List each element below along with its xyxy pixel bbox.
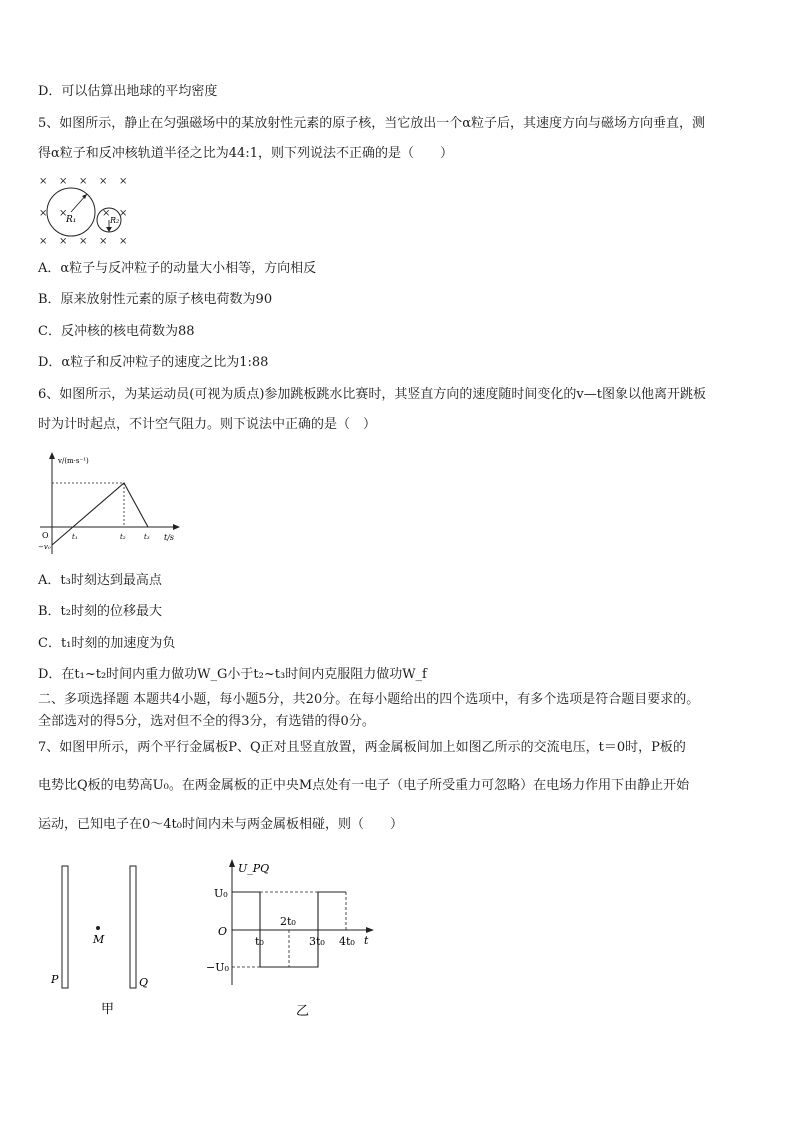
- three-t0-label: 3t₀: [309, 935, 325, 948]
- q5-option-b: B．原来放射性元素的原子核电荷数为90: [38, 292, 273, 307]
- q6-option-b: B．t₂时刻的位移最大: [38, 604, 162, 619]
- two-t0-label: 2t₀: [280, 915, 296, 928]
- v0-label: −v₀: [38, 543, 51, 551]
- p-label: P: [51, 973, 59, 986]
- velocity-line: [52, 483, 148, 545]
- q6-option-d: D．在t₁~t₂时间内重力做功W_G小于t₂~t₃时间内克服阻力做功W_f: [38, 667, 427, 682]
- q7-stem-line1: 7、如图甲所示，两个平行金属板P、Q正对且竖直放置，两金属板间加上如图乙所示的交流电压，t＝0时，P板的: [38, 740, 686, 755]
- q5-option-d: D．α粒子和反冲粒子的速度之比为1:88: [38, 355, 269, 370]
- x-axis-label: t/s: [164, 533, 175, 542]
- field-cross: ×: [99, 176, 108, 187]
- q6-option-a: A．t₃时刻达到最高点: [38, 573, 162, 588]
- q7-stem-line2: 电势比Q板的电势高U₀。在两金属板的正中央M点处有一电子（电子所受重力可忽略）在电场力作用下由静止开始: [38, 778, 690, 793]
- r1-label: R₁: [66, 215, 77, 225]
- caption-jia: 甲: [101, 1002, 115, 1017]
- field-cross: ×: [59, 176, 68, 187]
- section2-line1: 二、多项选择题 本题共4小题，每小题5分，共20分。在每小题给出的四个选项中，有多个选项是符合题目要求的。: [38, 692, 700, 707]
- field-cross: ×: [39, 236, 48, 247]
- plate-p: [62, 866, 68, 988]
- q5-option-a: A．α粒子与反冲粒子的动量大小相等，方向相反: [38, 261, 317, 276]
- q7-figure-yi: [200, 855, 385, 1025]
- field-cross: ×: [102, 208, 111, 219]
- field-cross: ×: [99, 236, 108, 247]
- origin-label: O: [42, 531, 49, 540]
- q4-option-d: D．可以估算出地球的平均密度: [38, 84, 218, 99]
- field-cross: ×: [59, 208, 68, 219]
- four-t0-label: 4t₀: [339, 935, 355, 948]
- q5-option-c: C．反冲核的核电荷数为88: [38, 324, 195, 339]
- q-label: Q: [139, 976, 149, 989]
- y-axis-label: v/(m·s⁻¹): [58, 457, 89, 465]
- q5-stem-line1: 5、如图所示，静止在匀强磁场中的某放射性元素的原子核，当它放出一个α粒子后，其速度方向与磁场方向垂直，测: [38, 116, 706, 131]
- t0-label: t₀: [255, 935, 264, 948]
- field-cross: ×: [39, 176, 48, 187]
- u0-label: U₀: [214, 887, 228, 900]
- section2-line2: 全部选对的得5分，选对但不全的得3分，有选错的得0分。: [38, 714, 375, 729]
- y-axis-label: U_PQ: [238, 862, 270, 875]
- t2-label: t₂: [120, 533, 126, 541]
- neg-u0-label: −U₀: [206, 961, 229, 974]
- point-m: [96, 926, 100, 930]
- q6-vt-graph: [36, 450, 186, 558]
- field-cross: ×: [119, 208, 128, 219]
- caption-yi: 乙: [296, 1004, 310, 1019]
- field-cross: ×: [39, 208, 48, 219]
- r2-label: R₂: [110, 216, 120, 225]
- q5-stem-line2: 得α粒子和反冲核轨道半径之比为44:1，则下列说法不正确的是（ ）: [38, 146, 453, 161]
- x-axis-label: t: [364, 934, 369, 947]
- field-cross: ×: [79, 236, 88, 247]
- t1-label: t₁: [72, 533, 78, 541]
- q6-stem-line1: 6、如图所示，为某运动员(可视为质点)参加跳板跳水比赛时，其竖直方向的速度随时间变化的v—t图象以他离开跳板: [38, 387, 706, 402]
- t3-label: t₃: [144, 533, 150, 541]
- field-cross: ×: [79, 176, 88, 187]
- plate-q: [130, 866, 136, 988]
- q5-magnetic-field-figure: [36, 172, 136, 252]
- field-cross: ×: [119, 176, 128, 187]
- origin-label: O: [218, 925, 228, 938]
- m-label: M: [93, 933, 105, 946]
- q7-figure-jia: [40, 860, 180, 1020]
- field-cross: ×: [119, 236, 128, 247]
- q7-stem-line3: 运动，已知电子在0～4t₀时间内未与两金属板相碰，则（ ）: [38, 817, 403, 832]
- q6-option-c: C．t₁时刻的加速度为负: [38, 636, 176, 651]
- q6-stem-line2: 时为计时起点，不计空气阻力。则下说法中正确的是（ ）: [38, 417, 377, 432]
- field-cross: ×: [59, 236, 68, 247]
